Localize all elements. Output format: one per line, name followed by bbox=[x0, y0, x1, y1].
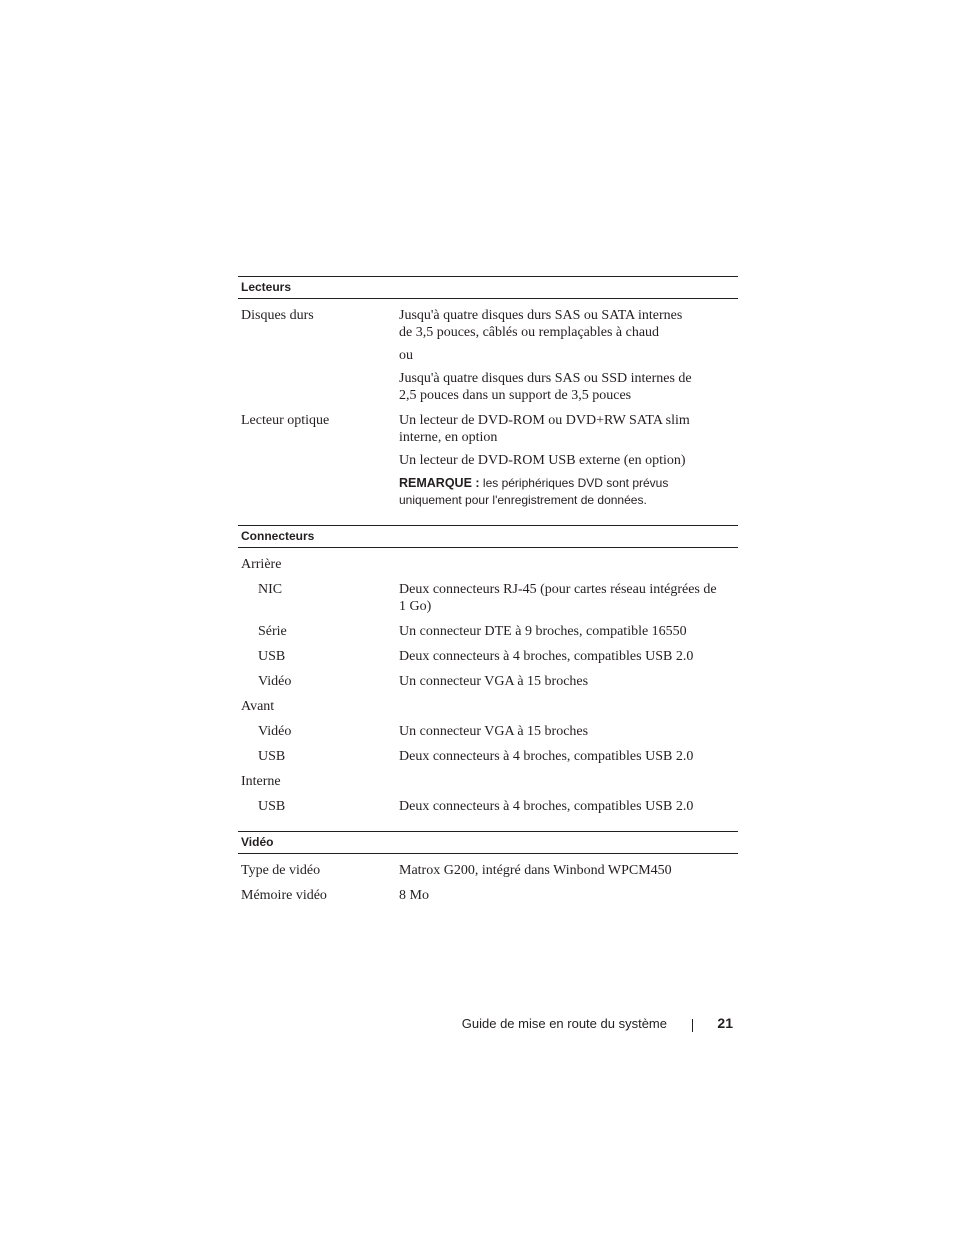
spec-label: Série bbox=[258, 624, 287, 639]
spec-value bbox=[399, 307, 734, 404]
spec-group-arriere bbox=[238, 556, 738, 573]
spec-row bbox=[238, 581, 738, 615]
spec-text: Un lecteur de DVD-ROM ou DVD+RW SATA slim interne, en option bbox=[399, 413, 690, 445]
spec-text: ou bbox=[399, 348, 413, 363]
section-lecteurs bbox=[238, 276, 738, 525]
spec-value: Deux connecteurs à 4 broches, compatibles USB 2.0 bbox=[399, 649, 694, 664]
spec-label: Mémoire vidéo bbox=[241, 888, 327, 903]
spec-value: 8 Mo bbox=[399, 888, 429, 903]
footer-divider bbox=[692, 1019, 693, 1032]
spec-label: NIC bbox=[258, 582, 283, 597]
spec-text: Jusqu'à quatre disques durs SAS ou SSD internes de 2,5 pouces dans un support de 3,5 pouces bbox=[399, 371, 692, 403]
spec-value: Deux connecteurs RJ-45 (pour cartes réseau intégrées de 1 Go) bbox=[399, 582, 717, 614]
spec-value: Deux connecteurs à 4 broches, compatibles USB 2.0 bbox=[399, 799, 694, 814]
spec-row bbox=[238, 623, 738, 640]
section-video bbox=[238, 831, 738, 920]
page-footer bbox=[0, 1014, 954, 1034]
spec-group-label: Interne bbox=[241, 774, 281, 789]
section-title: Connecteurs bbox=[238, 525, 738, 548]
spec-label: Vidéo bbox=[258, 724, 292, 739]
spec-row bbox=[238, 798, 738, 815]
page-number: 21 bbox=[717, 1015, 733, 1031]
spec-label: Lecteur optique bbox=[241, 413, 330, 428]
spec-row bbox=[238, 723, 738, 740]
spec-value: Un connecteur VGA à 15 broches bbox=[399, 674, 589, 689]
spec-group-label: Arrière bbox=[241, 557, 282, 572]
spec-value: Matrox G200, intégré dans Winbond WPCM450 bbox=[399, 863, 672, 878]
spec-label: USB bbox=[258, 649, 286, 664]
spec-label: Type de vidéo bbox=[241, 863, 321, 878]
spec-value: Un connecteur DTE à 9 broches, compatible 16550 bbox=[399, 624, 687, 639]
spec-value: Deux connecteurs à 4 broches, compatibles USB 2.0 bbox=[399, 749, 694, 764]
note-label: REMARQUE : bbox=[399, 476, 480, 490]
spec-group-avant bbox=[238, 698, 738, 715]
spec-row bbox=[238, 673, 738, 690]
section-title: Vidéo bbox=[238, 831, 738, 854]
spec-group-label: Avant bbox=[241, 699, 275, 714]
spec-row bbox=[238, 648, 738, 665]
spec-group-interne bbox=[238, 773, 738, 790]
spec-label: Vidéo bbox=[258, 674, 292, 689]
section-connecteurs bbox=[238, 525, 738, 831]
spec-row-lecteur-optique bbox=[238, 412, 738, 509]
spec-text: Jusqu'à quatre disques durs SAS ou SATA internes de 3,5 pouces, câblés ou remplaçables à chaud bbox=[399, 308, 683, 340]
spec-row bbox=[238, 748, 738, 765]
spec-row-disques-durs bbox=[238, 307, 738, 404]
spec-table bbox=[238, 276, 738, 920]
section-title: Lecteurs bbox=[238, 276, 738, 299]
note bbox=[399, 475, 699, 509]
spec-row bbox=[238, 862, 738, 879]
spec-text: Un lecteur de DVD-ROM USB externe (en option) bbox=[399, 453, 686, 468]
note-text: les périphériques DVD sont prévus uniquement pour l'enregistrement de données. bbox=[399, 476, 669, 507]
spec-value: Un connecteur VGA à 15 broches bbox=[399, 724, 589, 739]
spec-label: USB bbox=[258, 749, 286, 764]
spec-label: USB bbox=[258, 799, 286, 814]
spec-label: Disques durs bbox=[241, 308, 314, 323]
spec-value bbox=[399, 412, 734, 509]
spec-row bbox=[238, 887, 738, 904]
footer-title: Guide de mise en route du système bbox=[461, 1016, 667, 1031]
